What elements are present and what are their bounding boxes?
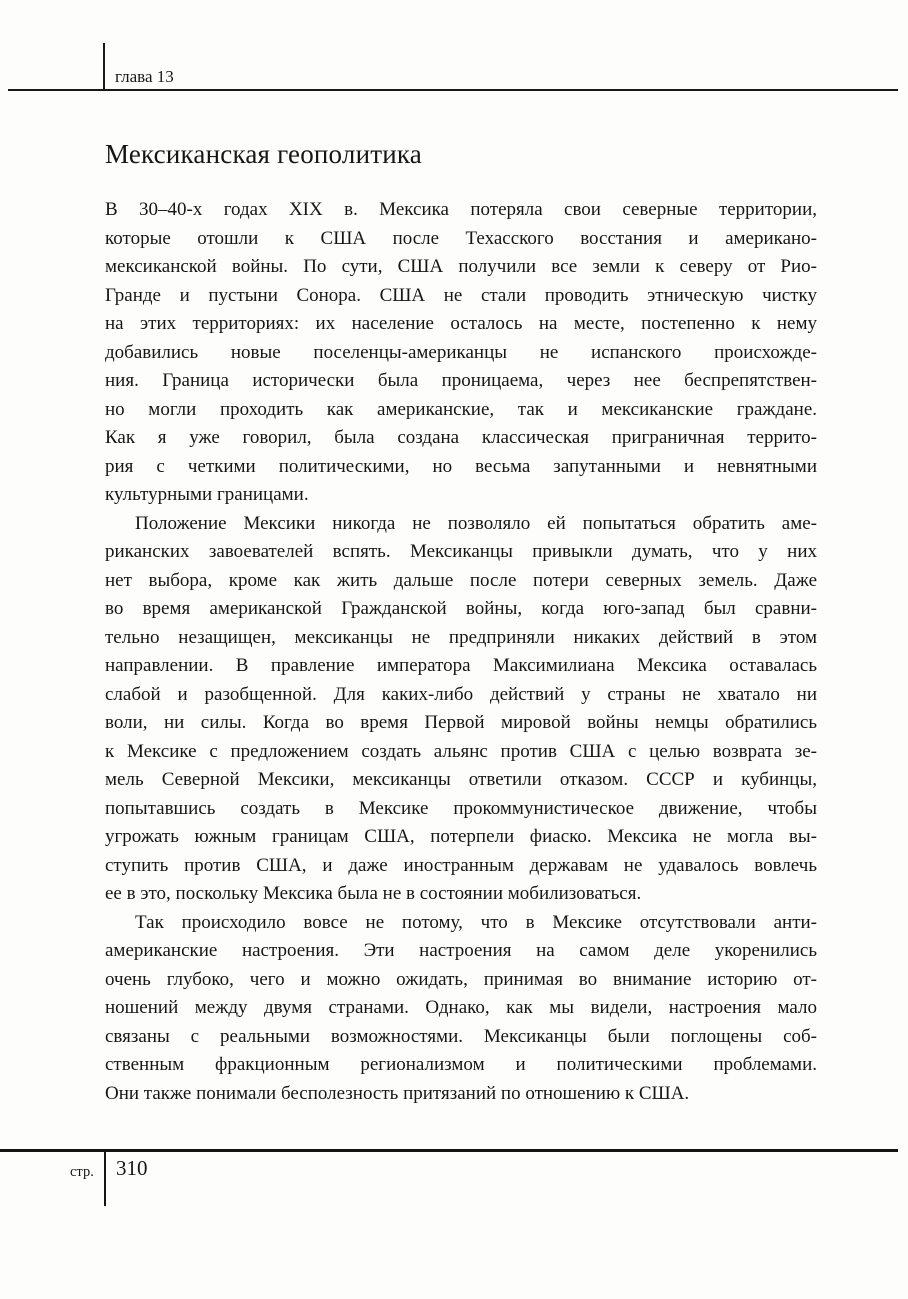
- text-line: ственным фракционным регионализмом и политическими проблемами.: [105, 1054, 817, 1075]
- chapter-divider-bar: [103, 43, 105, 89]
- chapter-mark: [103, 43, 174, 89]
- header-rule: [8, 89, 898, 91]
- text-line: угрожать южным границам США, потерпели фиаско. Мексика не могла вы-: [105, 826, 817, 847]
- text-line: Так происходило вовсе не потому, что в Мексике отсутствовали анти-: [135, 911, 817, 933]
- page-number: 310: [116, 1156, 148, 1180]
- text-line: В 30–40-х годах XIX в. Мексика потеряла свои северные территории,: [105, 199, 817, 220]
- text-line: рия с четкими политическими, но весьма запутанными и невнятными: [105, 455, 817, 477]
- text-line: воли, ни силы. Когда во время Первой мировой войны немцы обратились: [105, 712, 817, 733]
- footer-rule: [0, 1149, 898, 1152]
- text-line: тельно незащищен, мексиканцы не предприняли никаких действий в этом: [105, 626, 817, 648]
- footer-divider-bar: [104, 1149, 106, 1206]
- text-line: американские настроения. Эти настроения на самом деле укоренились: [105, 940, 817, 961]
- text-line: во время американской Гражданской войны, когда юго-запад был сравни-: [105, 598, 817, 619]
- text-line: ступить против США, и даже иностранным державам не удавалось вовлечь: [105, 854, 817, 876]
- text-line: мель Северной Мексики, мексиканцы ответили отказом. СССР и кубинцы,: [105, 769, 817, 790]
- paragraph: [105, 196, 817, 510]
- text-line: ее в это, поскольку Мексика была не в состоянии мобилизоваться.: [105, 883, 642, 904]
- text-line: попытавшись создать в Мексике прокоммунистическое движение, чтобы: [105, 797, 817, 819]
- text-line: ния. Граница исторически была проницаема, через нее беспрепятствен-: [105, 370, 817, 391]
- page-number-label: стр.: [70, 1164, 94, 1180]
- text-line: добавились новые поселенцы-американцы не испанского происхожде-: [105, 341, 817, 363]
- text-line: риканских завоевателей вспять. Мексиканцы привыкли думать, что у них: [105, 541, 817, 562]
- text-line: к Мексике с предложением создать альянс против США с целью возврата зе-: [105, 740, 817, 762]
- text-line: связаны с реальными возможностями. Мексиканцы были поглощены соб-: [105, 1025, 817, 1047]
- text-line: Они также понимали бесполезность притязаний по отношению к США.: [105, 1082, 690, 1104]
- text-line: очень глубоко, чего и можно ожидать, принимая во внимание историю от-: [105, 968, 817, 990]
- text-line: но могли проходить как американские, так и мексиканские граждане.: [105, 398, 817, 420]
- paragraph: [105, 510, 817, 909]
- text-line: которые отошли к США после Техасского восстания и американо-: [105, 227, 817, 249]
- text-line: Гранде и пустыни Сонора. США не стали проводить этническую чистку: [105, 284, 817, 306]
- text-line: Положение Мексики никогда не позволяло ей попытаться обратить аме-: [135, 512, 817, 534]
- chapter-label: глава 13: [115, 67, 174, 86]
- text-line: нет выбора, кроме как жить дальше после потери северных земель. Даже: [105, 569, 817, 591]
- text-line: культурными границами.: [105, 484, 309, 505]
- paragraph: [105, 909, 817, 1109]
- text-line: направлении. В правление императора Максимилиана Мексика оставалась: [105, 655, 817, 676]
- text-column: [105, 139, 817, 1108]
- text-line: слабой и разобщенной. Для каких-либо действий у страны не хватало ни: [105, 683, 817, 705]
- text-line: на этих территориях: их население осталось на месте, постепенно к нему: [105, 313, 817, 334]
- body-text: [105, 196, 817, 1108]
- text-line: мексиканской войны. По сути, США получили все земли к северу от Рио-: [105, 256, 817, 277]
- text-line: ношений между двумя странами. Однако, как мы видели, настроения мало: [105, 997, 817, 1018]
- text-line: Как я уже говорил, была создана классическая приграничная террито-: [105, 427, 817, 448]
- section-title: Мексиканская геополитика: [105, 139, 422, 169]
